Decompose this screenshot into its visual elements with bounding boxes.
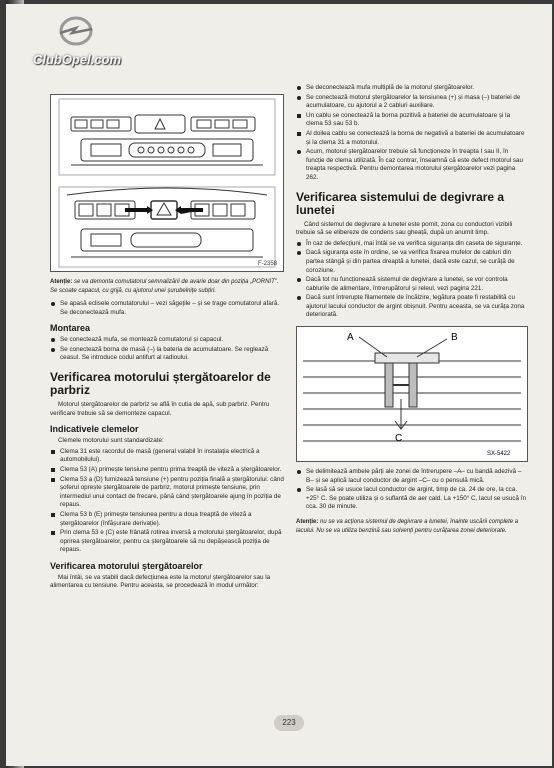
list-item: Se conectează borna de masă (–) la bateria de acumulatoare. Se reglează ceasul. Se introduce codul antifurt al radioului. <box>50 346 284 363</box>
instruction-list <box>50 300 284 317</box>
bullet-icon <box>51 531 55 535</box>
document-page <box>6 4 552 766</box>
bullet-icon <box>51 348 55 352</box>
list-item: Prin clema 53 e (C) este frânată rotirea inversă a motorului ștergătoarelor, după oprirea ștergătoarelor, pentru ca ștergătoarele să nu depășească poziția de repaus. <box>50 529 284 555</box>
repair-list <box>296 468 528 512</box>
bullet-icon <box>297 488 301 492</box>
hazard-switch-diagram <box>51 95 283 271</box>
figure-caption: Atenție: se va demonta comutatorul semnalizării de avarie doar din poziția „PORNIT". Se scoate capacul, cu grijă, cu ajutorul unei șurubelnițe subțiri. <box>50 279 279 294</box>
page-number: 223 <box>274 715 304 731</box>
bullet-icon <box>51 338 55 342</box>
list-item: Se conectează mufa, se montează comutatorul și capacul. <box>50 336 284 345</box>
label-c: C <box>395 433 403 445</box>
opel-emblem-icon <box>56 16 96 48</box>
bullet-icon <box>297 96 301 100</box>
bullet-icon <box>297 132 301 136</box>
list-item: Dacă siguranța este în ordine, se va verifica fixarea mufelor de cabluri din partea stângă și din partea dreaptă a lunetei, dacă este cazul, se curăță de coroziune. <box>296 249 528 275</box>
bullet-icon <box>51 302 55 306</box>
bullet-icon <box>297 251 301 255</box>
bullet-icon <box>297 470 301 474</box>
bullet-icon <box>297 86 301 90</box>
defroster-list <box>296 240 528 320</box>
left-column <box>50 94 284 593</box>
list-item: Se delimitează ambele părți ale zonei de întrerupere –A– cu bandă adezivă –B– și se aplică lacul conductor de argint –C– cu o pensulă mică. <box>296 468 528 485</box>
list-item: Al doilea cablu se conectează la borna de negativă a bateriei de acumulatoare și la clema 31 a motorului. <box>296 130 528 147</box>
list-item: Acum, motorul ștergătoarelor trebuie să funcționeze în treapta I sau II, în funcție de clema utilizată. În caz contrar, înseamnă că este defect motorul sau treapta respectivă. Pentru demontarea motorului ștergătoarelor vezi pagina 262. <box>296 148 528 182</box>
paragraph: Clemele motorului sunt standardizate: <box>58 437 164 445</box>
list-item: Dacă tot nu funcționează sistemul de degivrare a lunetei, se vor controla cablurile de alimentare, întrerupătorul și releul, vezi pagina 221. <box>296 276 528 293</box>
list-item: Clema 31 este racordul de masă (general valabil în instalația electrică a automobilului). <box>50 448 284 465</box>
heading-check-motor: Verificarea motorului ștergătoarelor <box>50 560 203 571</box>
label-a: A <box>347 332 354 344</box>
list-item: Un cablu se conectează la borna pozitivă a bateriei de acumulatoare și la clema 53 sau 53 b. <box>296 112 528 129</box>
bullet-icon <box>51 450 55 454</box>
clubopel-logo: ClubOpel.com <box>22 14 122 74</box>
clamp-list <box>50 448 284 555</box>
heading-clamp-codes: Indicativele clemelor <box>50 424 139 435</box>
bullet-icon <box>297 242 301 246</box>
heading-montarea: Montarea <box>50 323 91 334</box>
list-item: Clema 53 (A) primește tensiune pentru prima treaptă de viteză a ștergătoarelor. <box>50 466 284 475</box>
list-item: În caz de defecțiuni, mai întâi se va verifica siguranța din caseta de siguranțe. <box>296 240 528 249</box>
bullet-icon <box>51 478 55 482</box>
list-item: Clema 53 b (E) primește tensiunea pentru a doua treaptă de viteză a ștergătoarelor (înfășurare derivație). <box>50 511 284 528</box>
bullet-icon <box>297 278 301 282</box>
paragraph: Mai întâi, se va stabili dacă defecțiunea este la motorul ștergătoarelor sau la alimentarea cu tensiune. Pentru aceasta, se procedează în modul următor: <box>50 573 271 590</box>
list-item: Clema 53 a (D) furnizează tensiune (+) pentru poziția finală a ștergătorului: când șoferul oprește ștergătoarele de parbriz, motorul primește tensiune, prin intermediul unui contact de frecare, până când ștergătoarele ajung în poziția de repaus. <box>50 476 284 510</box>
montage-list <box>50 336 284 363</box>
bullet-icon <box>297 296 301 300</box>
bullet-icon <box>297 150 301 154</box>
right-column <box>296 84 528 535</box>
heading-wiper-motor: Verificarea motorului ștergătoarelor de parbriz <box>50 369 271 397</box>
list-item: Se deconectează mufa multiplă de la motorul ștergătoarelor. <box>296 84 528 93</box>
motor-test-list <box>296 84 528 183</box>
bullet-icon <box>297 114 301 118</box>
figure-tag: SX-5422 <box>487 451 511 458</box>
heating-filament-figure <box>296 326 528 462</box>
bullet-icon <box>51 468 55 472</box>
paragraph: Când sistemul de degivrare a lunetei este pornit, zona cu conductori vizibili trebuie să se elibereze de condens sau gheață, după un anumit timp. <box>296 220 513 237</box>
label-b: B <box>451 332 458 344</box>
list-item: Se conectează motorul ștergătoarelor la tensiunea (+) și masa (–) bateriei de acumulatoare, cu ajutorul a 2 cabluri auxiliare. <box>296 94 528 111</box>
list-item: Se apasă eclisele comutatorului – vezi săgețile – și se trage comutatorul afară. Se deconectează mufa. <box>50 300 284 317</box>
warning-note: Atenție: nu se va acționa sistemul de degivrare a lunetei, înainte uscării complete a lacului. Nu se va utiliza benzină sau solvenți pentru curățarea zonei deteriorate. <box>296 519 519 534</box>
paragraph: Motorul ștergătoarelor de parbriz se află în cutia de apă, sub parbriz. Pentru verificare trebuie să se demonteze capacul. <box>50 400 270 417</box>
heading-rear-defroster: Verificarea sistemului de degivrare a lunetei <box>296 189 505 217</box>
filament-repair-diagram <box>297 327 527 461</box>
dashboard-figure: F-2358 <box>50 94 284 272</box>
list-item: Dacă sunt întrerupte filamentele de încălzire, legătura poate fi restabilită cu ajutorul lacului conductor de argint obișnuit. Pentru aceasta, se va curăța zona deteriorată. <box>296 294 528 320</box>
bullet-icon <box>51 513 55 517</box>
list-item: Se lasă să se usuce lacul conductor de argint, timp de ca. 24 de ore, la cca. +25° C. Se poate utiliza și o suflantă de aer cald. La +150° C, lacul se usucă în cca. 30 de minute. <box>296 486 528 512</box>
